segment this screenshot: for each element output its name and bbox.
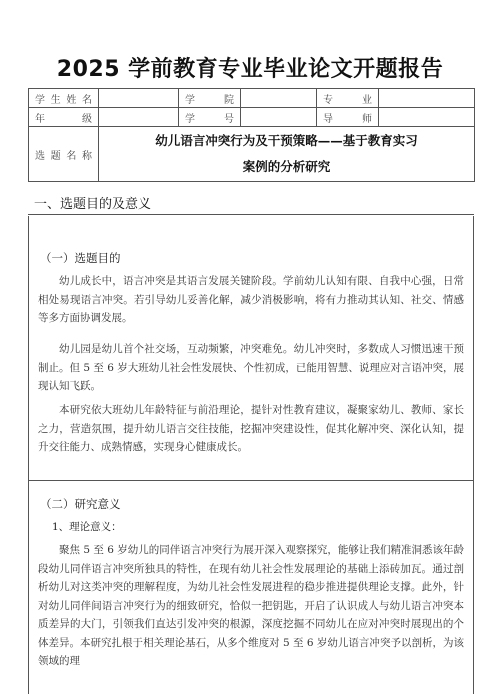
- significance-heading: （二）研究意义: [40, 497, 121, 511]
- college-value: [241, 89, 317, 108]
- advisor-value: [379, 108, 475, 127]
- theory-heading: 1、理论意义：: [52, 521, 122, 533]
- info-row-1: [29, 89, 475, 108]
- section-divider: [28, 214, 474, 215]
- student-id-label: 学号: [179, 108, 241, 127]
- report-title: 2025 学前教育专业毕业论文开题报告: [56, 57, 444, 82]
- advisor-label: 导师: [317, 108, 379, 127]
- info-table: [28, 88, 475, 182]
- topic-line-1: 幼儿语言冲突行为及干预策略——基于教育实习: [155, 133, 418, 148]
- grade-value: [99, 108, 179, 127]
- purpose-heading: （一）选题目的: [40, 251, 121, 265]
- info-row-2: [29, 108, 475, 127]
- purpose-paragraph-3: 本研究依大班幼儿年龄特征与前沿理论，提针对性教育建议，凝聚家幼儿、教师、家长之力，营造氛围，提升幼儿语言交往技能，挖掘冲突建设性，促其化解冲突、深化认知，提升交往能力、成熟情感，实现身心健康成长。: [38, 404, 464, 453]
- student-name-value: [99, 89, 179, 108]
- topic-value: [99, 127, 475, 182]
- subsection-divider: [28, 480, 474, 481]
- section-1-heading: 一、选题目的及意义: [34, 197, 152, 212]
- student-id-value: [241, 108, 317, 127]
- college-label: 学院: [179, 89, 241, 108]
- purpose-paragraph-1: 幼儿成长中，语言冲突是其语言发展关键阶段。学前幼儿认知有限、自我中心强，日常相处易现语言冲突。若引导幼儿妥善化解，减少消极影响，将有力推动其认知、社交、情感等多方面协调发展。: [38, 275, 464, 324]
- topic-line-2: 案例的分析研究: [242, 159, 331, 174]
- student-name-label: 学生姓名: [29, 89, 99, 108]
- major-value: [379, 89, 475, 108]
- info-row-topic: [29, 127, 475, 182]
- grade-label: 年级: [29, 108, 99, 127]
- purpose-paragraph-2: 幼儿园是幼儿首个社交场，互动频繁，冲突难免。幼儿冲突时，多数成人习惯迅速干预制止。但 5 至 6 岁大班幼儿社会性发展快、个性初成，已能用智慧、说理应对言语冲突，展现认知飞跃。: [38, 343, 464, 392]
- major-label: 专业: [317, 89, 379, 108]
- topic-label: 选题名称: [29, 127, 99, 182]
- theory-paragraph: 聚焦 5 至 6 岁幼儿的同伴语言冲突行为展开深入观察探究，能够让我们精准洞悉该年龄段幼儿同伴语言冲突所独具的特性，在现有幼儿社会性发展理论的基础上添砖加瓦。通过剖析幼儿对这类冲突的理解程度，为幼儿社会性发展进程的稳步推进提供理论支撑。此外，针对幼儿同伴间语言冲突行为的细致研究，恰似一把钥匙，开启了认识成人与幼儿语言冲突本质差异的大门，引领我们直达引发冲突的根源，深度挖掘不同幼儿在应对冲突时展现出的个体差异。本研究扎根于相关理论基石，从多个维度对 5 至 6 岁幼儿语言冲突予以剖析，为该领域的理: [38, 544, 464, 667]
